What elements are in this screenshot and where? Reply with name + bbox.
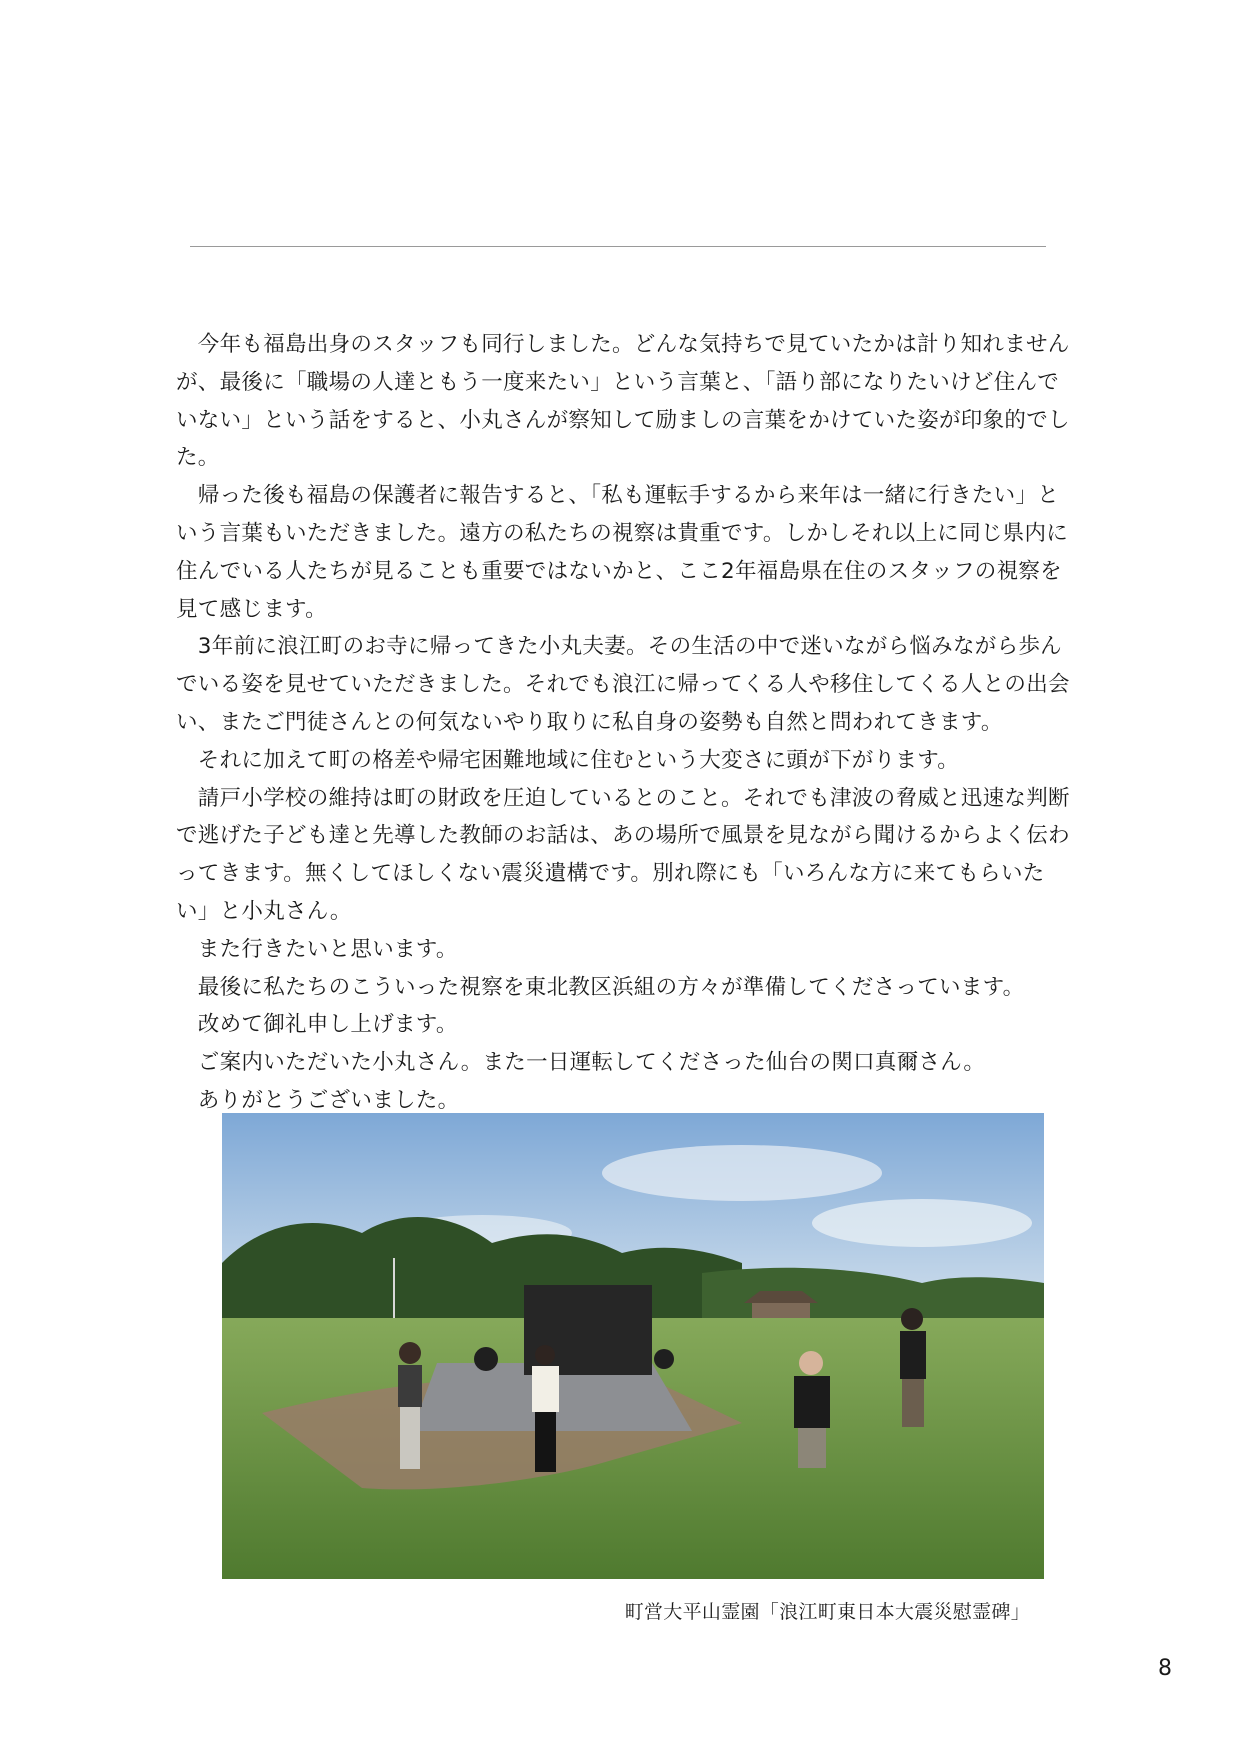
paragraph: ご案内いただいた小丸さん。また一日運転してくださった仙台の関口真爾さん。 (176, 1050, 986, 1076)
paragraph: 改めて御礼申し上げます。 (176, 1012, 458, 1038)
memorial-photo (222, 1113, 1044, 1579)
header-divider (190, 246, 1046, 247)
stone-sphere (654, 1349, 674, 1369)
body-text (176, 326, 1076, 1120)
paragraph: 最後に私たちのこういった視察を東北教区浜組の方々が準備してくださっています。 (176, 974, 1025, 1000)
cloud (812, 1199, 1032, 1247)
page-number: 8 (1158, 1656, 1172, 1681)
paragraph: 3年前に浪江町のお寺に帰ってきた小丸夫妻。その生活の中で迷いながら悩みながら歩んでいる姿を見せていただきました。それでも浪江に帰ってくる人や移住してくる人との出会い、またご門徒さんとの何気ないやり取りに私自身の姿勢も自然と問われてきます。 (176, 634, 1070, 735)
paragraph: 帰った後も福島の保護者に報告すると、「私も運転手するから来年は一緒に行きたい」という言葉もいただきました。遠方の私たちの視察は貴重です。しかしそれ以上に同じ県内に住んでいる人たちが見ることも重要ではないかと、ここ2年福島県在住のスタッフの視察を見て感じます。 (176, 483, 1069, 622)
paragraph: 今年も福島出身のスタッフも同行しました。どんな気持ちで見ていたかは計り知れませんが、最後に「職場の人達ともう一度来たい」という言葉と、「語り部になりたいけど住んでいない」という話をすると、小丸さんが察知して励ましの言葉をかけていた姿が印象的でした。 (176, 332, 1070, 471)
photo-caption: 町営大平山霊園「浪江町東日本大震災慰霊碑」 (624, 1601, 1030, 1623)
paragraph: それに加えて町の格差や帰宅困難地域に住むという大変さに頭が下がります。 (176, 747, 960, 773)
paragraph: ありがとうございました。 (176, 1087, 460, 1113)
stone-sphere (474, 1347, 498, 1371)
cloud (602, 1145, 882, 1201)
paragraph: また行きたいと思います。 (176, 936, 458, 962)
paragraph: 請戸小学校の維持は町の財政を圧迫しているとのこと。それでも津波の脅威と迅速な判断で逃げた子ども達と先導した教師のお話は、あの場所で風景を見ながら聞けるからよく伝わってきます。無くしてほしくない震災遺構です。別れ際にも「いろんな方に来てもらいたい」と小丸さん。 (176, 785, 1070, 924)
memorial-photo-illustration (222, 1113, 1044, 1579)
